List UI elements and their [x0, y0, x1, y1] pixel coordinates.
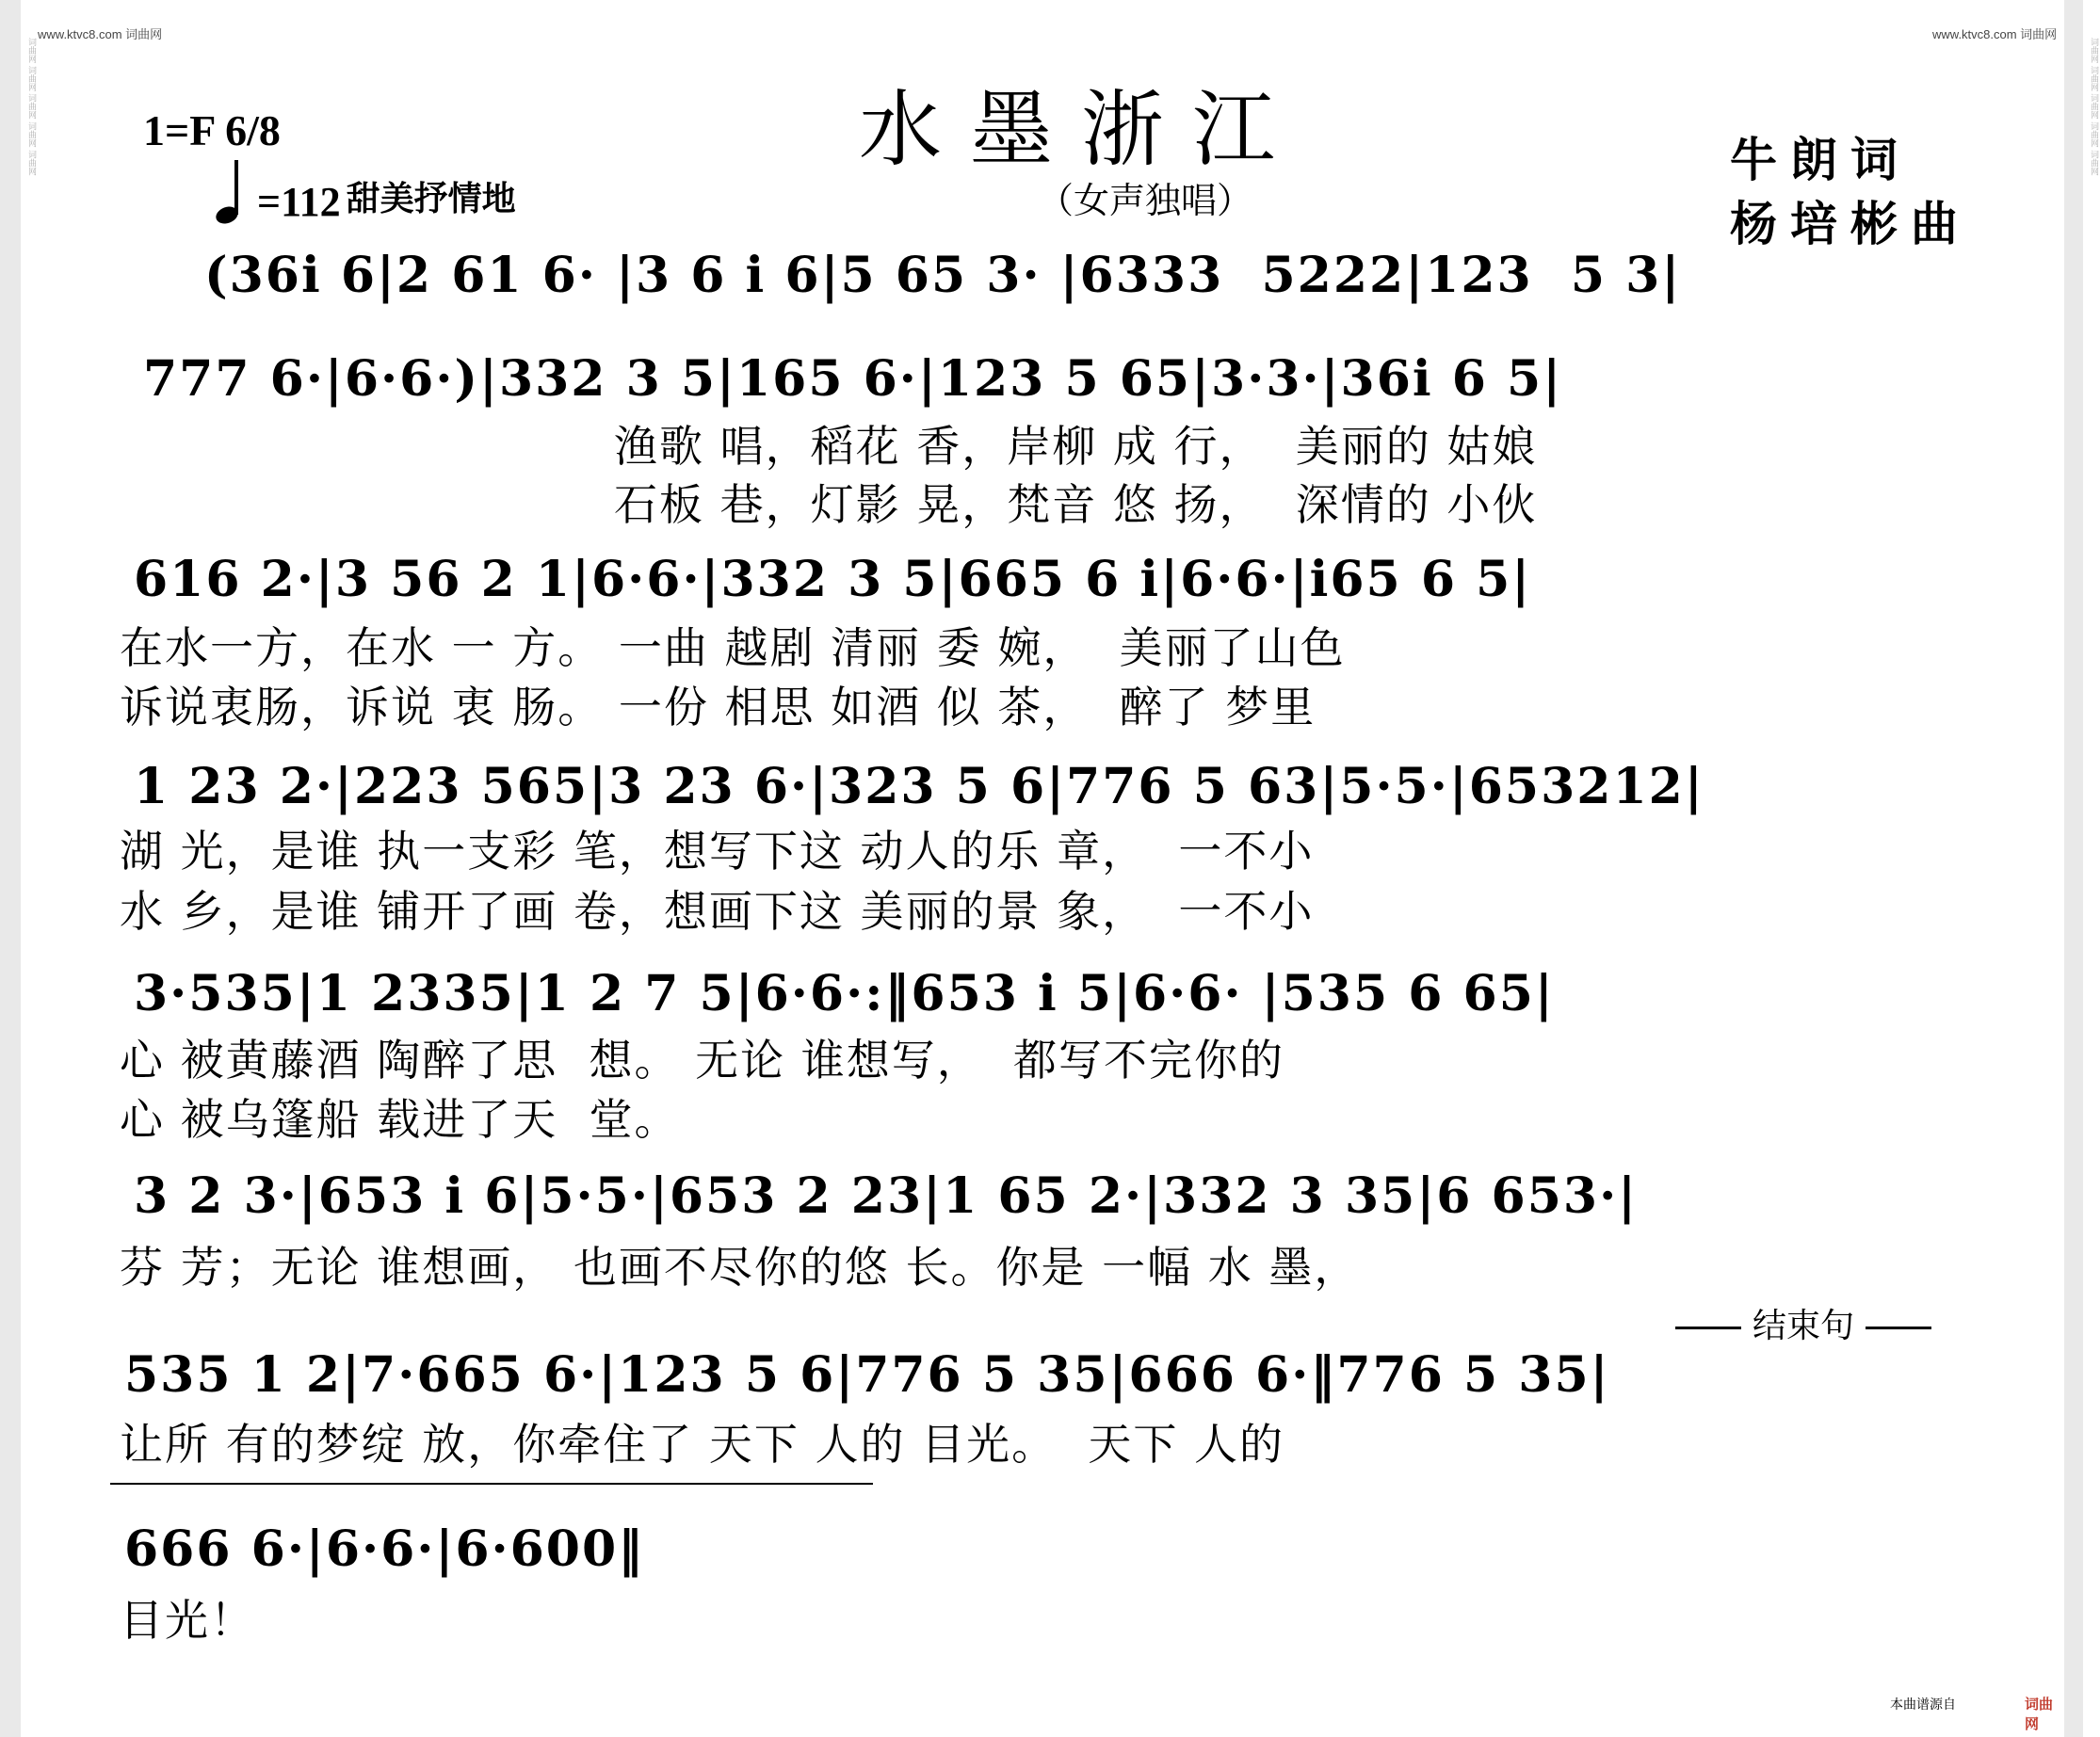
side-watermark-left: 词曲网 词曲网 词曲网 词曲网 词曲网 [26, 38, 36, 176]
notation-line-1: (36i 6|2 61 6· |3 6 i 6|5 65 3· |6333 5222|123 5 3| [204, 247, 1682, 304]
lyric-line-4-verse-1: 湖 光，是谁 执一支彩 笔，想写下这 动人的乐 章， 一不小 [120, 826, 1315, 877]
tempo-marking [214, 160, 516, 226]
notation-line-6: 3 2 3·|653 i 6|5·5·|653 2 23|1 65 2·|332 3 35|6 653·| [134, 1167, 1639, 1225]
lyric-line-7-verse-1: 让所 有的梦绽 放，你牵住了 天下 人的 目光。 天下 人的 [120, 1419, 1284, 1470]
lyric-line-5-verse-2: 心 被乌篷船 载进了天 堂。 [120, 1094, 680, 1145]
quarter-note-icon [214, 160, 246, 226]
notation-line-8: 666 6·|6·6·|6·600‖ [124, 1520, 645, 1578]
ending-bracket-line [110, 1483, 873, 1485]
key-signature: 1=F 6/8 [143, 106, 281, 154]
lyric-line-4-verse-2: 水 乡，是谁 铺开了画 卷，想画下这 美丽的景 象， 一不小 [120, 886, 1315, 937]
watermark-right: www.ktvc8.com 词曲网 [1932, 27, 2058, 41]
lyric-line-8-verse-1: 目光！ [120, 1595, 255, 1646]
side-watermark-right: 词曲网 词曲网 词曲网 词曲网 词曲网 [2089, 38, 2098, 176]
notation-line-2: 777 6·|6·6·)|332 3 5|165 6·|123 5 65|3·3·|36i 6 5| [143, 350, 1563, 408]
expression-mark: 甜美抒情地 [346, 180, 516, 218]
footer-source: 本曲谱源自 [1890, 1697, 1956, 1713]
ending-label [1664, 1299, 1943, 1347]
lyric-line-6-verse-1: 芬 芳；无论 谁想画， 也画不尽你的悠 长。你是 一幅 水 墨， [120, 1242, 1360, 1293]
lyric-line-2-verse-2: 石板 巷，灯影 晃，梵音 悠 扬， 深情的 小伙 [614, 479, 1538, 530]
tempo-value: =112 [257, 179, 341, 225]
lyricist-credit: 牛朗词 [1730, 133, 1911, 187]
ending-label-text: 结束句 [1753, 1307, 1855, 1345]
composer-credit: 杨培彬曲 [1730, 197, 1971, 251]
song-subtitle: （女声独唱） [1038, 180, 1253, 221]
song-title: 水墨浙江 [859, 81, 1304, 178]
notation-line-7: 535 1 2|7·665 6·|123 5 6|776 5 35|666 6·‖776 5 35| [124, 1346, 1610, 1404]
watermark-left: www.ktvc8.com 词曲网 [38, 27, 163, 41]
lyric-line-2-verse-1: 渔歌 唱，稻花 香，岸柳 成 行， 美丽的 姑娘 [614, 421, 1538, 472]
lyric-line-3-verse-2: 诉说衷肠，诉说 衷 肠。 一份 相思 如酒 似 茶， 醉了 梦里 [120, 682, 1317, 732]
lyric-line-5-verse-1: 心 被黄藤酒 陶醉了思 想。 无论 谁想写， 都写不完你的 [120, 1035, 1284, 1086]
notation-line-3: 616 2·|3 56 2 1|6·6·|332 3 5|665 6 i|6·6·|i65 6 5| [134, 551, 1532, 608]
notation-line-4: 1 23 2·|223 565|3 23 6·|323 5 6|776 5 63|5·5·|653212| [134, 758, 1704, 815]
footer-site-logo: 词曲网 [2025, 1696, 2054, 1732]
lyric-line-3-verse-1: 在水一方，在水 一 方。 一曲 越剧 清丽 委 婉， 美丽了山色 [120, 622, 1346, 673]
notation-line-5: 3·535|1 2335|1 2 7 5|6·6·:‖653 i 5|6·6· |535 6 65| [134, 965, 1555, 1022]
